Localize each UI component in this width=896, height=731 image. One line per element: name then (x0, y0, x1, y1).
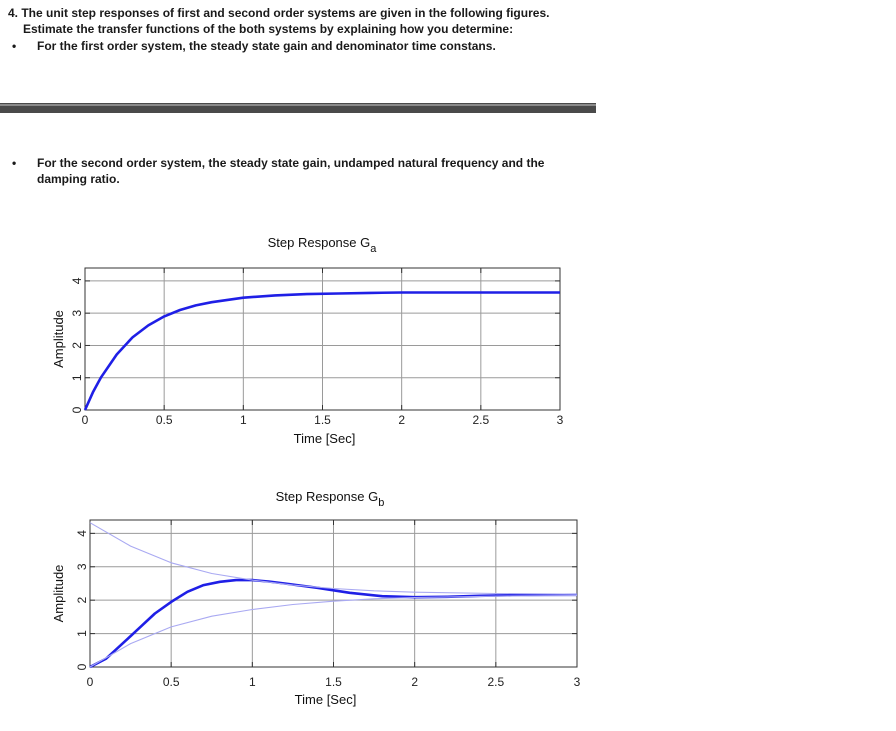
x-tick-label: 2.5 (472, 413, 490, 427)
x-tick-label: 1.5 (314, 413, 331, 427)
x-tick-label: 3 (556, 413, 564, 427)
x-tick-label: 1 (248, 675, 256, 689)
x-tick-label: 1 (239, 413, 247, 427)
x-tick-label: 2 (411, 675, 419, 689)
x-tick-label: 0 (86, 675, 94, 689)
y-axis-label: Amplitude (51, 564, 66, 623)
chart-title (276, 489, 385, 509)
question-instruction: Estimate the transfer functions of the both systems by explaining how you determine: (23, 22, 514, 36)
x-tick-label: 0 (81, 413, 89, 427)
bullet-dot-icon: • (12, 156, 17, 170)
y-tick-label: 4 (70, 277, 84, 285)
y-tick-label: 4 (75, 530, 89, 537)
bullet-dot-icon: • (12, 39, 17, 53)
chart-title-main: Step Response G (267, 235, 371, 250)
x-axis-label: Time [Sec] (294, 692, 357, 707)
y-tick-label: 0 (75, 663, 89, 671)
chart-title (268, 235, 378, 255)
question-heading: 4. The unit step responses of first and second order systems are given in the following figures. (8, 6, 550, 20)
x-tick-label: 2.5 (487, 675, 505, 689)
y-axis-label: Amplitude (51, 310, 66, 368)
bullet-second-order-text: For the second order system, the steady state gain, undamped natural frequency and the damping ratio. (37, 156, 545, 186)
y-tick-label: 1 (75, 630, 89, 637)
x-tick-label: 2 (398, 413, 406, 427)
x-tick-label: 3 (573, 675, 581, 689)
y-tick-label: 2 (75, 596, 89, 604)
y-tick-label: 0 (70, 406, 84, 414)
y-tick-label: 1 (70, 374, 84, 382)
chart-2 (51, 489, 581, 707)
bullet-first-order-text: For the first order system, the steady state gain and denominator time constans. (37, 39, 496, 53)
x-axis-label: Time [Sec] (293, 431, 356, 446)
x-tick-label: 1.5 (325, 675, 342, 689)
chart-1 (51, 235, 564, 446)
y-tick-label: 3 (75, 563, 89, 571)
x-tick-label: 0.5 (162, 675, 180, 689)
chart-title-subscript: a (370, 243, 377, 255)
y-tick-label: 2 (70, 342, 84, 349)
y-tick-label: 3 (70, 309, 84, 317)
chart-title-subscript: b (378, 497, 385, 509)
x-tick-label: 0.5 (155, 413, 173, 427)
chart-title-main: Step Response G (275, 489, 379, 504)
